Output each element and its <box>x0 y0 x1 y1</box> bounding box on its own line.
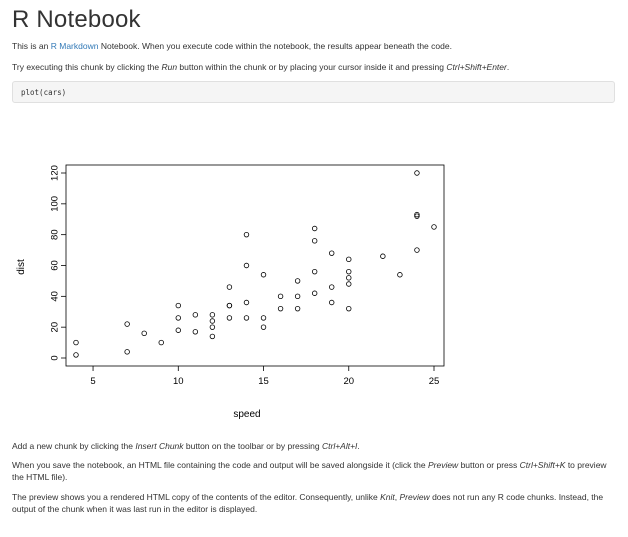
data-point <box>312 291 317 296</box>
data-point <box>261 316 266 321</box>
data-point <box>346 276 351 281</box>
save-text-1: When you save the notebook, an HTML file containing the code and output will be saved alongside it (click the <box>12 460 428 470</box>
data-point <box>278 306 283 311</box>
insert-chunk-ref: Insert Chunk <box>135 441 184 451</box>
instruction-text-3: . <box>506 62 510 72</box>
data-point <box>261 325 266 330</box>
y-tick-label: 120 <box>49 165 61 181</box>
scatter-plot <box>12 150 462 425</box>
y-tick-label: 100 <box>49 195 61 212</box>
x-tick-label: 5 <box>90 376 96 387</box>
data-point <box>329 251 334 256</box>
insert-text-3: . <box>357 441 360 451</box>
data-point <box>159 340 164 345</box>
y-axis <box>49 165 66 361</box>
insert-chunk-paragraph <box>12 440 616 452</box>
data-point <box>193 313 198 318</box>
data-point <box>415 248 420 253</box>
preview-ref: Preview <box>399 492 430 502</box>
y-tick-label: 60 <box>49 260 61 271</box>
data-point <box>346 269 351 274</box>
preview-text-2: , <box>394 492 400 502</box>
code-chunk[interactable] <box>12 81 615 103</box>
preview-shortcut-ref: Ctrl+Shift+K <box>519 460 566 470</box>
data-point <box>227 303 232 308</box>
x-tick-label: 15 <box>258 376 269 387</box>
data-point <box>244 263 249 268</box>
data-point <box>312 226 317 231</box>
data-point <box>381 254 386 259</box>
data-point <box>432 225 437 230</box>
data-point <box>176 303 181 308</box>
data-point <box>312 269 317 274</box>
intro-text-end: Notebook. When you execute code within the notebook, the results appear beneath the code. <box>98 41 452 51</box>
data-point <box>210 319 215 324</box>
data-point <box>210 325 215 330</box>
insert-text-2: button on the toolbar or by pressing <box>183 441 322 451</box>
data-point <box>244 300 249 305</box>
plot-frame <box>66 165 444 366</box>
data-points <box>74 171 437 358</box>
save-text-3: to preview the HTML file). <box>12 460 607 482</box>
code-text: plot(cars) <box>21 88 67 97</box>
data-point <box>278 294 283 299</box>
run-button-ref: Run <box>161 62 178 72</box>
preview-button-ref: Preview <box>427 460 459 470</box>
data-point <box>312 239 317 244</box>
save-paragraph <box>12 459 616 483</box>
y-tick-label: 40 <box>49 291 61 302</box>
data-point <box>227 285 232 290</box>
preview-paragraph <box>12 491 616 515</box>
data-point <box>74 353 79 358</box>
preview-text-3: does not run any R code chunks. Instead, the output of the chunk when it was last run in the editor is displayed. <box>12 492 604 514</box>
data-point <box>295 294 300 299</box>
data-point <box>193 329 198 334</box>
y-tick-label: 0 <box>49 355 61 361</box>
knit-ref: Knit <box>380 492 395 502</box>
data-point <box>176 316 181 321</box>
data-point <box>329 285 334 290</box>
page-title: R Notebook <box>12 6 141 33</box>
instruction-paragraph <box>12 61 616 73</box>
save-text-2: button or press <box>458 460 520 470</box>
data-point <box>244 316 249 321</box>
run-shortcut-ref: Ctrl+Shift+Enter <box>446 62 507 72</box>
intro-text-start: This is an <box>12 41 51 51</box>
data-point <box>210 313 215 318</box>
data-point <box>295 306 300 311</box>
data-point <box>125 350 130 355</box>
y-tick-label: 20 <box>49 321 61 333</box>
r-markdown-link[interactable]: R Markdown <box>50 41 99 51</box>
y-axis-label: dist <box>16 259 27 275</box>
data-point <box>210 334 215 339</box>
data-point <box>415 171 420 176</box>
x-tick-label: 25 <box>428 376 440 387</box>
data-point <box>295 279 300 284</box>
data-point <box>227 316 232 321</box>
data-point <box>244 232 249 237</box>
data-point <box>176 328 181 333</box>
data-point <box>346 306 351 311</box>
data-point <box>346 257 351 262</box>
data-point <box>261 272 266 277</box>
data-point <box>398 272 403 277</box>
data-point <box>74 340 79 345</box>
instruction-text-2: button within the chunk or by placing your cursor inside it and pressing <box>177 62 447 72</box>
insert-shortcut-ref: Ctrl+Alt+I <box>321 441 358 451</box>
preview-text-1: The preview shows you a rendered HTML copy of the contents of the editor. Consequently, unlike <box>12 492 381 502</box>
x-tick-label: 20 <box>343 376 355 387</box>
data-point <box>329 300 334 305</box>
data-point <box>142 331 147 336</box>
x-axis-label: speed <box>233 409 261 420</box>
data-point <box>346 282 351 287</box>
instruction-text-1: Try executing this chunk by clicking the <box>12 62 162 72</box>
x-axis <box>90 366 439 387</box>
x-tick-label: 10 <box>172 376 184 387</box>
data-point <box>125 322 130 327</box>
insert-text-1: Add a new chunk by clicking the <box>12 441 136 451</box>
intro-paragraph <box>12 40 616 52</box>
y-tick-label: 80 <box>49 229 61 240</box>
